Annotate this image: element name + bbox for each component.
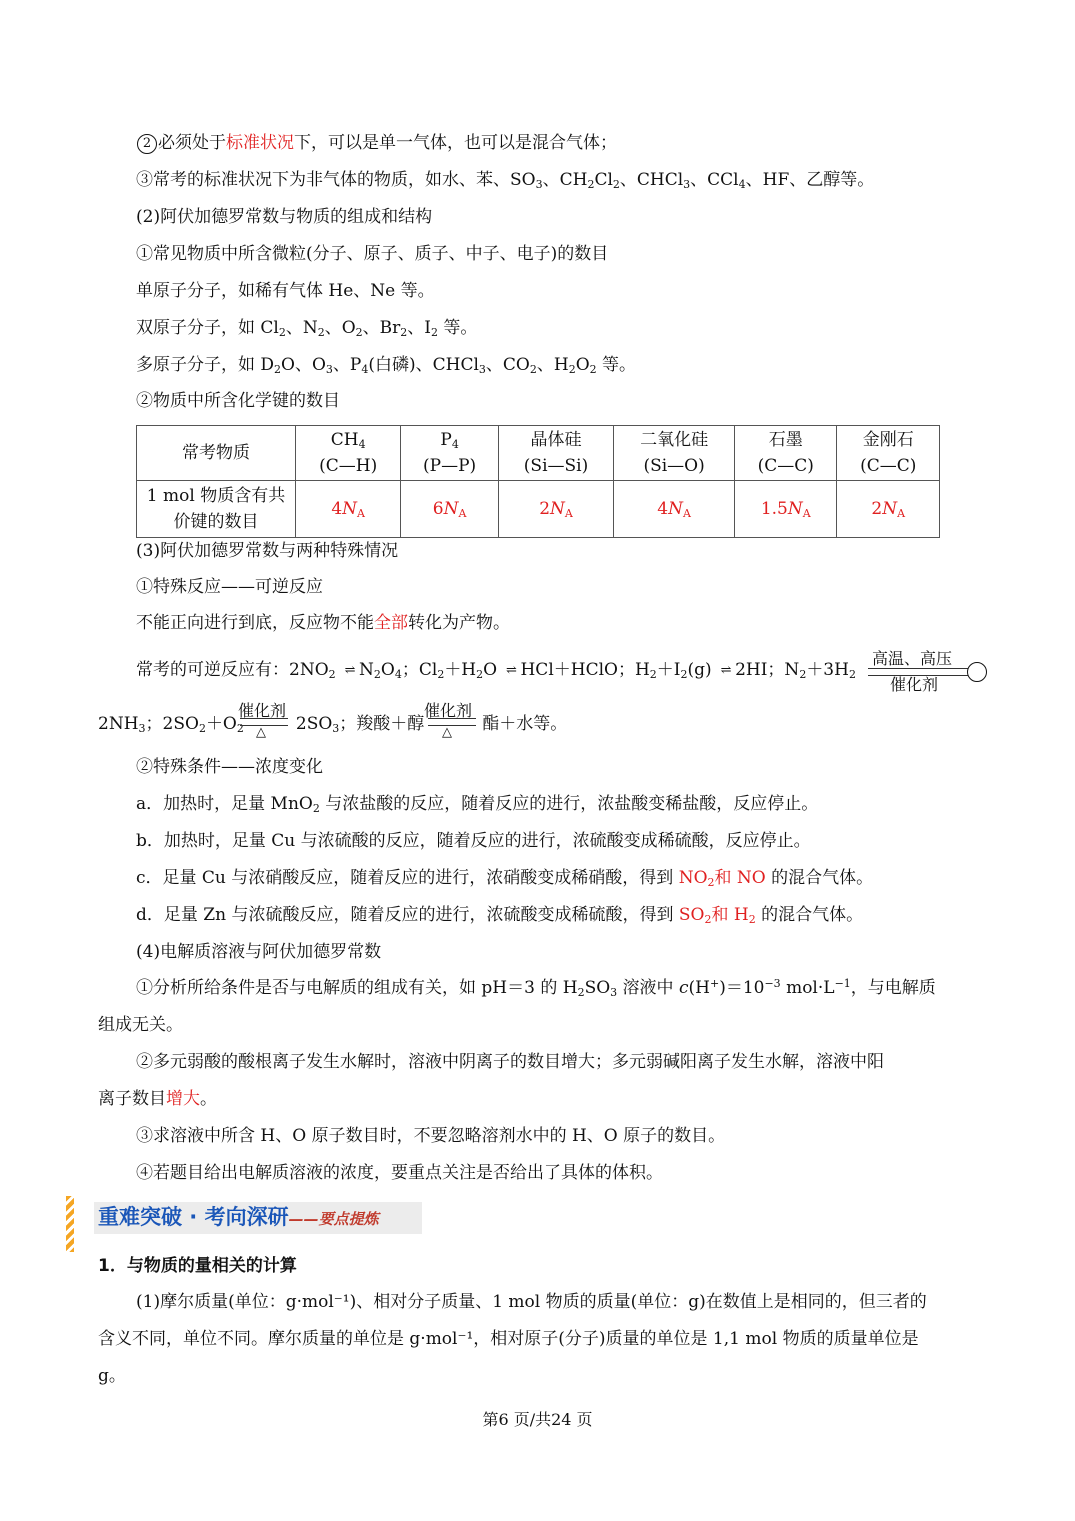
line-reversible-reaction: ①特殊反应——可逆反应	[136, 577, 323, 597]
circle-mark-icon	[967, 662, 987, 682]
line-concentration-change: ②特殊条件——浓度变化	[136, 757, 323, 777]
table-value-diamond: $2N_A$	[837, 481, 940, 538]
line-electrolyte-2: ②多元弱酸的酸根离子发生水解时，溶液中阴离子的数目增大；多元弱碱阳离子发生水解，溶液中阳	[136, 1052, 884, 1072]
line-item-b: b．加热时，足量 Cu 与浓硫酸的反应，随着反应的进行，浓硫酸变成稀硫酸，反应停止。	[136, 831, 811, 851]
condition-heat: △	[256, 725, 266, 740]
line-molar-mass-3: g。	[98, 1366, 126, 1386]
table-header-label: 常考物质	[137, 426, 296, 481]
line-molar-mass-1: (1)摩尔质量(单位：g·mol⁻¹)、相对分子质量、1 mol 物质的质量(单位：g)在数值上是相同的，但三者的	[136, 1292, 927, 1312]
line-electrolyte-1: ①分析所给条件是否与电解质的组成有关，如 pH＝3 的 $H_2SO_3$ 溶液中 $c(H^+)=10^{-3}$ $mol\cdot L^{-1}$，与电解质	[136, 977, 936, 999]
circled-number-2: 2	[137, 134, 157, 154]
table-value-row	[137, 481, 940, 538]
line-incomplete-conversion: 不能正向进行到底，反应物不能全部转化为产物。	[136, 613, 510, 633]
table-col-graphite: 石墨 (C—C)	[735, 426, 837, 481]
table-row-label: 1 mol 物质含有共 价键的数目	[137, 481, 296, 538]
line-non-gas-substances: ③常考的标准状况下为非气体的物质，如水、苯、$SO_3$、$CH_2Cl_2$、CHCl$_3$、CCl$_4$、HF、乙醇等。	[136, 170, 875, 191]
table-value-graphite: $1.5N_A$	[735, 481, 837, 538]
table-col-crystal-silicon: 晶体硅 (Si—Si)	[498, 426, 613, 481]
section-heading-banner	[66, 1196, 422, 1236]
equilibrium-arrow-icon: ⇌	[720, 662, 732, 678]
condition-catalyst: 催化剂	[238, 701, 287, 720]
table-value-crystal-silicon: $2N_A$	[498, 481, 613, 538]
section-heading-title: 重难突破 · 考向深研——要点提炼	[98, 1205, 379, 1229]
table-value-ch4: $4N_A$	[296, 481, 401, 538]
line-electrolyte-3: ③求溶液中所含 H、O 原子数目时，不要忽略溶剂水中的 H、O 原子的数目。	[136, 1126, 726, 1146]
line-item-a: a．加热时，足量 MnO$_2$ 与浓盐酸的反应，随着反应的进行，浓盐酸变稀盐酸，反应停止。	[136, 794, 819, 815]
table-col-p4: $P_4$ (P—P)	[401, 426, 499, 481]
line-polyatomic: 多原子分子，如 $D_2O$、$O_3$、$P_4$(白磷)、CHCl$_3$、$CO_2$、$H_2O_2$ 等。	[136, 355, 637, 376]
condition-catalyst: 催化剂	[424, 701, 473, 720]
subheading-electrolyte: (4)电解质溶液与阿伏加德罗常数	[136, 942, 382, 962]
table-value-p4: $6N_A$	[401, 481, 499, 538]
table-header-row	[137, 426, 940, 481]
equilibrium-arrow-icon: ⇌	[344, 662, 356, 678]
subheading-mole-calculation: 1．与物质的量相关的计算	[98, 1256, 297, 1276]
line-particle-count: ①常见物质中所含微粒(分子、原子、质子、中子、电子)的数目	[136, 244, 609, 264]
page-footer: 第6 页/共24 页	[482, 1410, 593, 1429]
line-chemical-bonds: ②物质中所含化学键的数目	[136, 391, 340, 411]
condition-catalyst: 催化剂	[890, 675, 939, 694]
line-electrolyte-2-cont: 离子数目增大。	[98, 1089, 217, 1109]
line-reversible-equations-2: $2NH_3$；$2SO_2+O_2$ $2SO_3$；羧酸＋醇 酯＋水等。	[98, 714, 568, 735]
condition-high-temp-pressure: 高温、高压	[872, 649, 953, 668]
line-electrolyte-1-cont: 组成无关。	[98, 1015, 183, 1035]
heading-stripe-icon	[66, 1196, 74, 1252]
subheading-special-cases: (3)阿伏加德罗常数与两种特殊情况	[136, 541, 399, 561]
line-diatomic: 双原子分子，如 $Cl_2$、$N_2$、$O_2$、$Br_2$、$I_2$ 等。	[136, 318, 478, 339]
line-item-c: c．足量 Cu 与浓硝酸反应，随着反应的进行，浓硝酸变成稀硝酸，得到 $NO_2$和 NO 的混合气体。	[136, 868, 874, 889]
table-col-silica: 二氧化硅 (Si—O)	[614, 426, 735, 481]
bond-count-table	[136, 425, 940, 538]
line-monatomic: 单原子分子，如稀有气体 He、Ne 等。	[136, 281, 435, 301]
equilibrium-arrow-icon	[428, 718, 476, 726]
equilibrium-arrow-icon: ⇌	[506, 662, 517, 678]
table-col-ch4: $CH_4$ (C—H)	[296, 426, 401, 481]
line-electrolyte-4: ④若题目给出电解质溶液的浓度，要重点关注是否给出了具体的体积。	[136, 1163, 663, 1183]
table-value-silica: $4N_A$	[614, 481, 735, 538]
table-col-diamond: 金刚石 (C—C)	[837, 426, 940, 481]
subheading-composition: (2)阿伏加德罗常数与物质的组成和结构	[136, 207, 433, 227]
condition-heat: △	[442, 725, 452, 740]
line-item-d: d．足量 Zn 与浓硫酸反应，随着反应的进行，浓硫酸变成稀硫酸，得到 $SO_2$和 $H_2$ 的混合气体。	[136, 905, 864, 926]
line-reversible-equations-1: 常考的可逆反应有：$2NO_2$ ⇌ $N_2O_4$；$Cl_2+H_2O$ ⇌ HCl＋HClO；$H_2+I_2(g)$ ⇌ 2HI；$N_2+3H_2$	[136, 660, 856, 681]
line-molar-mass-2: 含义不同，单位不同。摩尔质量的单位是 g·mol⁻¹，相对原子(分子)质量的单位是 1,1 mol 物质的质量单位是	[98, 1329, 919, 1349]
line-standard-conditions: 2 必须处于标准状况下，可以是单一气体，也可以是混合气体；	[136, 131, 617, 155]
